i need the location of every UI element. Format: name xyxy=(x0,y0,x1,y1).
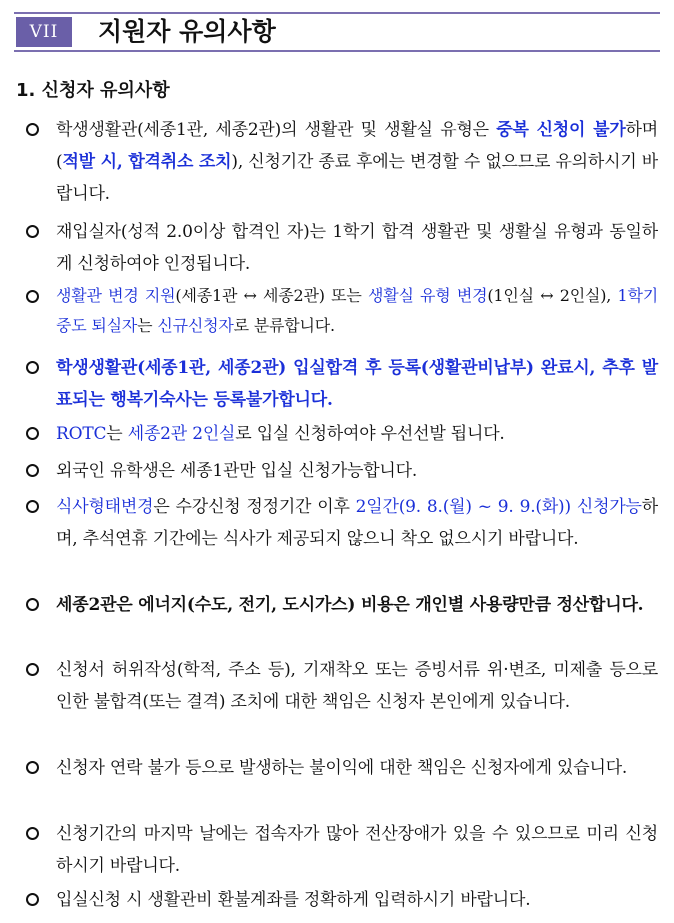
notice-text xyxy=(56,418,658,450)
notice-text-segment: 재입실자(성적 2.0이상 합격인 자)는 1학기 합격 생활관 및 생활실 유형과 동일하게 신청하여야 인정됩니다. xyxy=(56,222,658,274)
circle-bullet-icon xyxy=(26,427,39,440)
notice-text xyxy=(56,491,658,555)
notice-text-segment: 로 분류합니다. xyxy=(233,316,335,335)
circle-bullet-icon xyxy=(26,464,39,477)
header-bottom-rule xyxy=(14,50,660,52)
notice-text xyxy=(56,114,658,210)
notice-item xyxy=(26,114,658,210)
circle-bullet-icon xyxy=(26,225,39,238)
notice-text-segment: 하며( xyxy=(56,120,658,172)
highlighted-text: 생활관 변경 지원 xyxy=(56,286,176,305)
notice-text-segment: 입실신청 시 생활관비 환불계좌를 정확하게 입력하시기 바랍니다. xyxy=(56,890,531,910)
circle-bullet-icon xyxy=(26,361,39,374)
circle-bullet-icon xyxy=(26,827,39,840)
highlighted-text: 세종2관 2인실 xyxy=(127,424,236,444)
notice-item xyxy=(26,281,658,341)
section-number-badge: VII xyxy=(16,17,72,47)
notice-text-segment: 신청기간의 마지막 날에는 접속자가 많아 전산장애가 있을 수 있으므로 미리 신청하시기 바랍니다. xyxy=(56,824,658,876)
circle-bullet-icon xyxy=(26,290,39,303)
notice-text xyxy=(56,455,658,487)
notice-text-segment: 은 수강신청 정정기간 이후 xyxy=(153,497,356,517)
notice-text-segment: 하며, 추석연휴 기간에는 식사가 제공되지 않으니 착오 없으시기 바랍니다. xyxy=(56,497,658,549)
notice-text xyxy=(56,752,658,784)
notice-text-segment: (1인실 ↔ 2인실), xyxy=(487,286,618,305)
notice-text-segment: 는 xyxy=(137,316,158,335)
notice-item xyxy=(26,455,658,487)
circle-bullet-icon xyxy=(26,893,39,906)
notice-text-segment: 로 입실 신청하여야 우선선발 됩니다. xyxy=(235,424,505,444)
highlighted-text: 2일간(9. 8.(월) ~ 9. 9.(화)) 신청가능 xyxy=(355,497,642,517)
circle-bullet-icon xyxy=(26,598,39,611)
notice-item xyxy=(26,216,658,280)
highlighted-text: 세종2관은 에너지(수도, 전기, 도시가스) 비용은 개인별 사용량만큼 정산합니다. xyxy=(56,595,644,615)
notice-text xyxy=(56,589,658,621)
section-title: 지원자 유의사항 xyxy=(98,17,276,46)
notice-text-segment: ), 신청기간 종료 후에는 변경할 수 없으므로 유의하시기 바랍니다. xyxy=(56,152,659,204)
notice-item xyxy=(26,884,658,916)
notice-text-segment: 신청서 허위작성(학적, 주소 등), 기재착오 또는 증빙서류 위·변조, 미제출 등으로 인한 불합격(또는 결격) 조치에 대한 책임은 신청자 본인에게 있습니다. xyxy=(56,660,658,712)
highlighted-text: 학생생활관(세종1관, 세종2관) 입실합격 후 등록(생활관비납부) 완료시, 추후 발표되는 행복기숙사는 등록불가합니다. xyxy=(56,358,658,410)
section-header xyxy=(14,12,660,52)
notice-text-segment: (세종1관 ↔ 세종2관) 또는 xyxy=(175,286,368,305)
notice-text xyxy=(56,884,658,916)
notice-text xyxy=(56,654,658,718)
notice-item xyxy=(26,418,658,450)
notice-text-segment: 신청자 연락 불가 등으로 발생하는 불이익에 대한 책임은 신청자에게 있습니다. xyxy=(56,758,628,778)
notice-item xyxy=(26,752,658,784)
subsection-title: 1. 신청자 유의사항 xyxy=(16,80,170,101)
highlighted-text: 신규신청자 xyxy=(157,316,234,335)
notice-item xyxy=(26,491,658,555)
circle-bullet-icon xyxy=(26,123,39,136)
notice-text xyxy=(56,352,658,416)
notice-text-segment: 는 xyxy=(106,424,128,444)
notice-text-segment: 학생생활관(세종1관, 세종2관)의 생활관 및 생활실 유형은 xyxy=(56,120,497,140)
notice-item xyxy=(26,818,658,882)
notice-item xyxy=(26,352,658,416)
circle-bullet-icon xyxy=(26,500,39,513)
highlighted-text: ROTC xyxy=(56,424,107,444)
highlighted-text: 1학기 중도 퇴실자 xyxy=(56,286,658,335)
notice-text-segment: 외국인 유학생은 세종1관만 입실 신청가능합니다. xyxy=(56,461,418,481)
notice-item xyxy=(26,654,658,718)
circle-bullet-icon xyxy=(26,663,39,676)
circle-bullet-icon xyxy=(26,761,39,774)
highlighted-text: 적발 시, 합격취소 조치 xyxy=(62,152,232,172)
notice-text xyxy=(56,818,658,882)
highlighted-text: 중복 신청이 불가 xyxy=(496,120,626,140)
highlighted-text: 생활실 유형 변경 xyxy=(367,286,488,305)
notice-item xyxy=(26,589,658,621)
highlighted-text: 식사형태변경 xyxy=(56,497,154,517)
notice-text xyxy=(56,216,658,280)
notice-text xyxy=(56,281,658,341)
